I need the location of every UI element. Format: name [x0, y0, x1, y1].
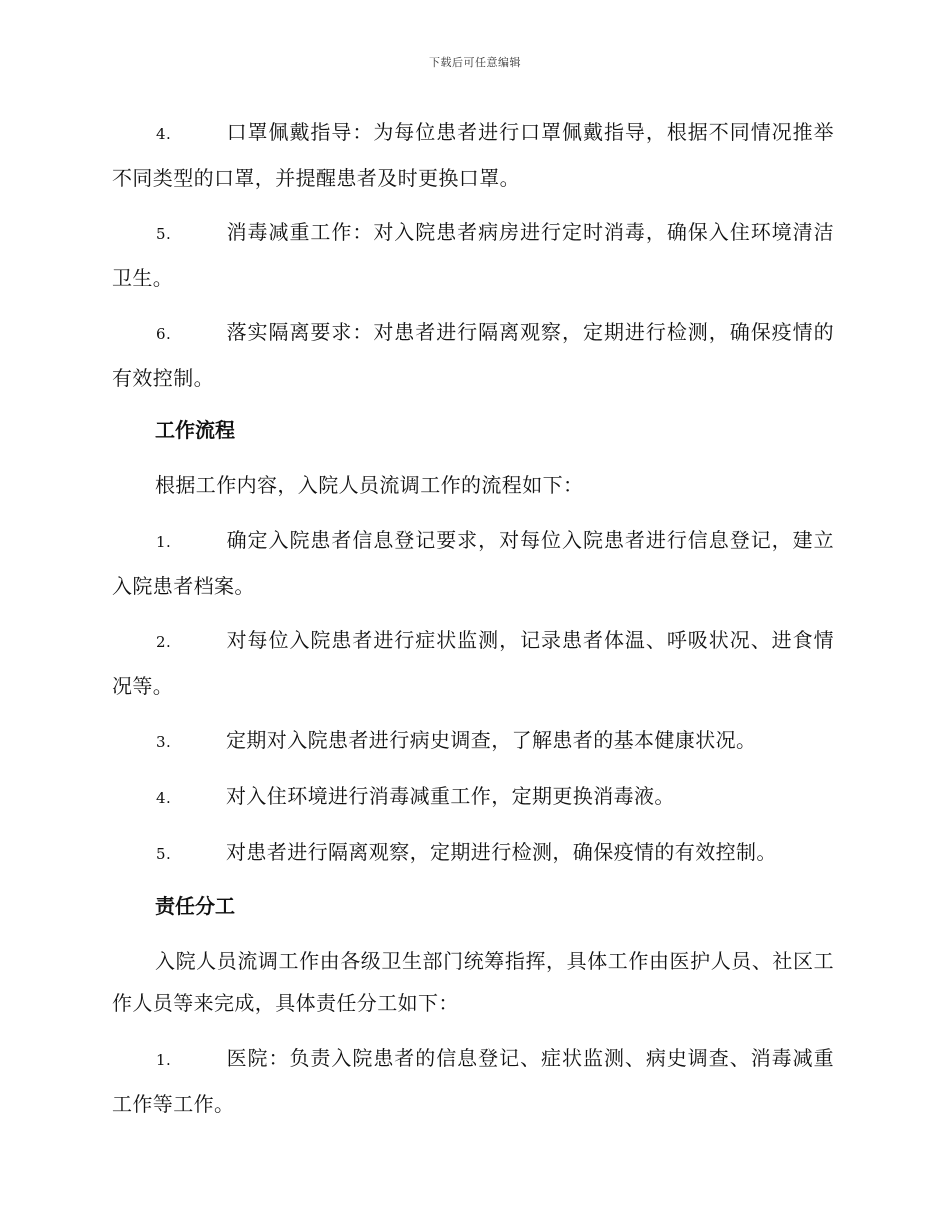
page-header: 下载后可任意编辑 — [429, 56, 521, 69]
item-number: 5. — [156, 845, 172, 863]
document-body — [112, 110, 834, 1136]
item-text: 确定入院患者信息登记要求，对每位入院患者进行信息登记，建立入院患者档案。 — [112, 528, 834, 598]
list-item — [112, 110, 834, 200]
item-text: 医院：负责入院患者的信息登记、症状监测、病史调查、消毒减重工作等工作。 — [112, 1046, 834, 1116]
list-item — [112, 718, 834, 764]
item-number: 2. — [156, 633, 172, 651]
list-item — [112, 618, 834, 708]
item-number: 3. — [156, 733, 172, 751]
item-text: 口罩佩戴指导：为每位患者进行口罩佩戴指导，根据不同情况推举不同类型的口罩，并提醒患者及时更换口罩。 — [112, 120, 834, 190]
list-item — [112, 518, 834, 608]
item-text: 定期对入院患者进行病史调查，了解患者的基本健康状况。 — [226, 728, 757, 752]
item-number: 4. — [156, 125, 172, 143]
list-item — [112, 210, 834, 300]
list-item — [112, 1036, 834, 1126]
item-number: 6. — [156, 325, 172, 343]
item-text: 落实隔离要求：对患者进行隔离观察，定期进行检测，确保疫情的有效控制。 — [112, 320, 834, 390]
item-number: 5. — [156, 225, 172, 243]
item-text: 对患者进行隔离观察，定期进行检测，确保疫情的有效控制。 — [226, 840, 777, 864]
paragraph: 入院人员流调工作由各级卫生部门统筹指挥，具体工作由医护人员、社区工作人员等来完成，具体责任分工如下： — [112, 949, 834, 1015]
list-item — [112, 774, 834, 820]
item-text: 消毒减重工作：对入院患者病房进行定时消毒，确保入住环境清洁卫生。 — [112, 220, 834, 290]
paragraph: 根据工作内容，入院人员流调工作的流程如下： — [155, 473, 584, 497]
list-item — [112, 830, 834, 876]
item-number: 4. — [156, 789, 172, 807]
item-text: 对每位入院患者进行症状监测，记录患者体温、呼吸状况、进食情况等。 — [112, 628, 834, 698]
section-heading: 责任分工 — [155, 894, 235, 918]
item-number: 1. — [156, 1051, 172, 1069]
list-item — [112, 310, 834, 400]
item-text: 对入住环境进行消毒减重工作，定期更换消毒液。 — [226, 784, 675, 808]
section-heading: 工作流程 — [155, 418, 235, 442]
item-number: 1. — [156, 533, 172, 551]
